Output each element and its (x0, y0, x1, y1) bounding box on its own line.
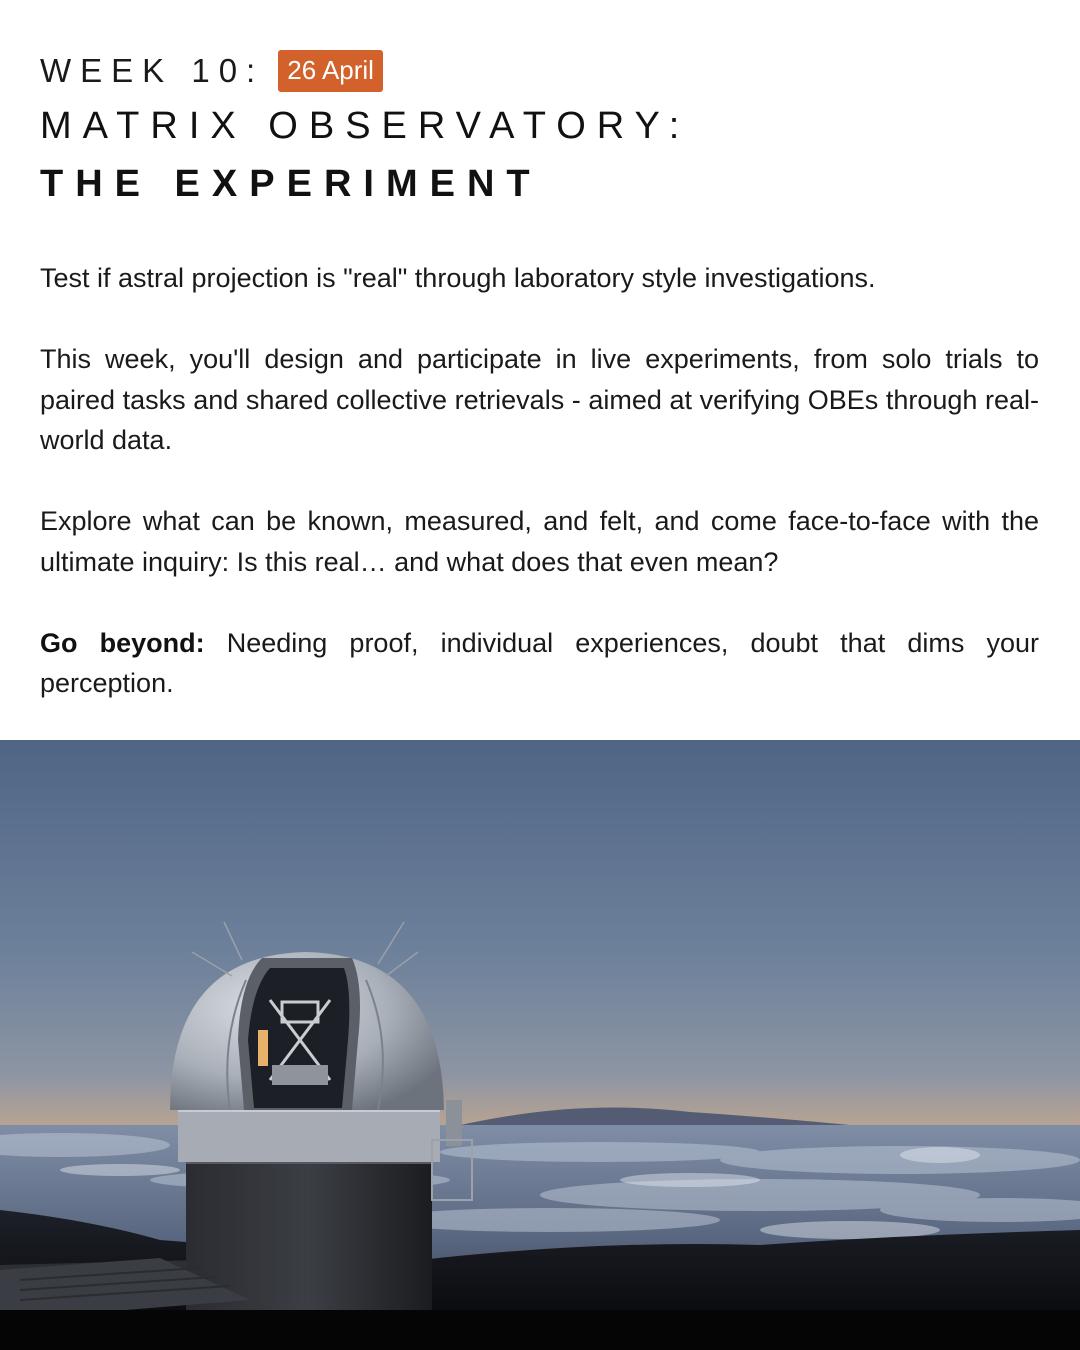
go-beyond-text: Needing proof, individual experiences, doubt that dims your perception. (40, 627, 1039, 698)
explore-paragraph: Explore what can be known, measured, and felt, and come face-to-face with the ultimate inquiry: Is this real… and what does that even mean? (40, 506, 1039, 577)
week-row (40, 44, 1040, 98)
header (40, 44, 1040, 208)
body-text (40, 258, 1039, 744)
observatory-illustration (0, 740, 1080, 1350)
observatory-photo (0, 740, 1080, 1350)
description-paragraph: This week, you'll design and participate in live experiments, from solo trials to paired tasks and shared collective retrievals - aimed at verifying OBEs through real-world data. (40, 344, 1039, 455)
week-label: WEEK 10: (40, 52, 265, 89)
page-title-line-2: THE EXPERIMENT (40, 163, 542, 205)
date-badge: 26 April (278, 50, 383, 92)
intro-paragraph: Test if astral projection is "real" through laboratory style investigations. (40, 263, 876, 293)
go-beyond-paragraph (40, 623, 1039, 704)
page-title-line-1: MATRIX OBSERVATORY: (40, 105, 691, 147)
go-beyond-label: Go beyond: (40, 627, 205, 658)
